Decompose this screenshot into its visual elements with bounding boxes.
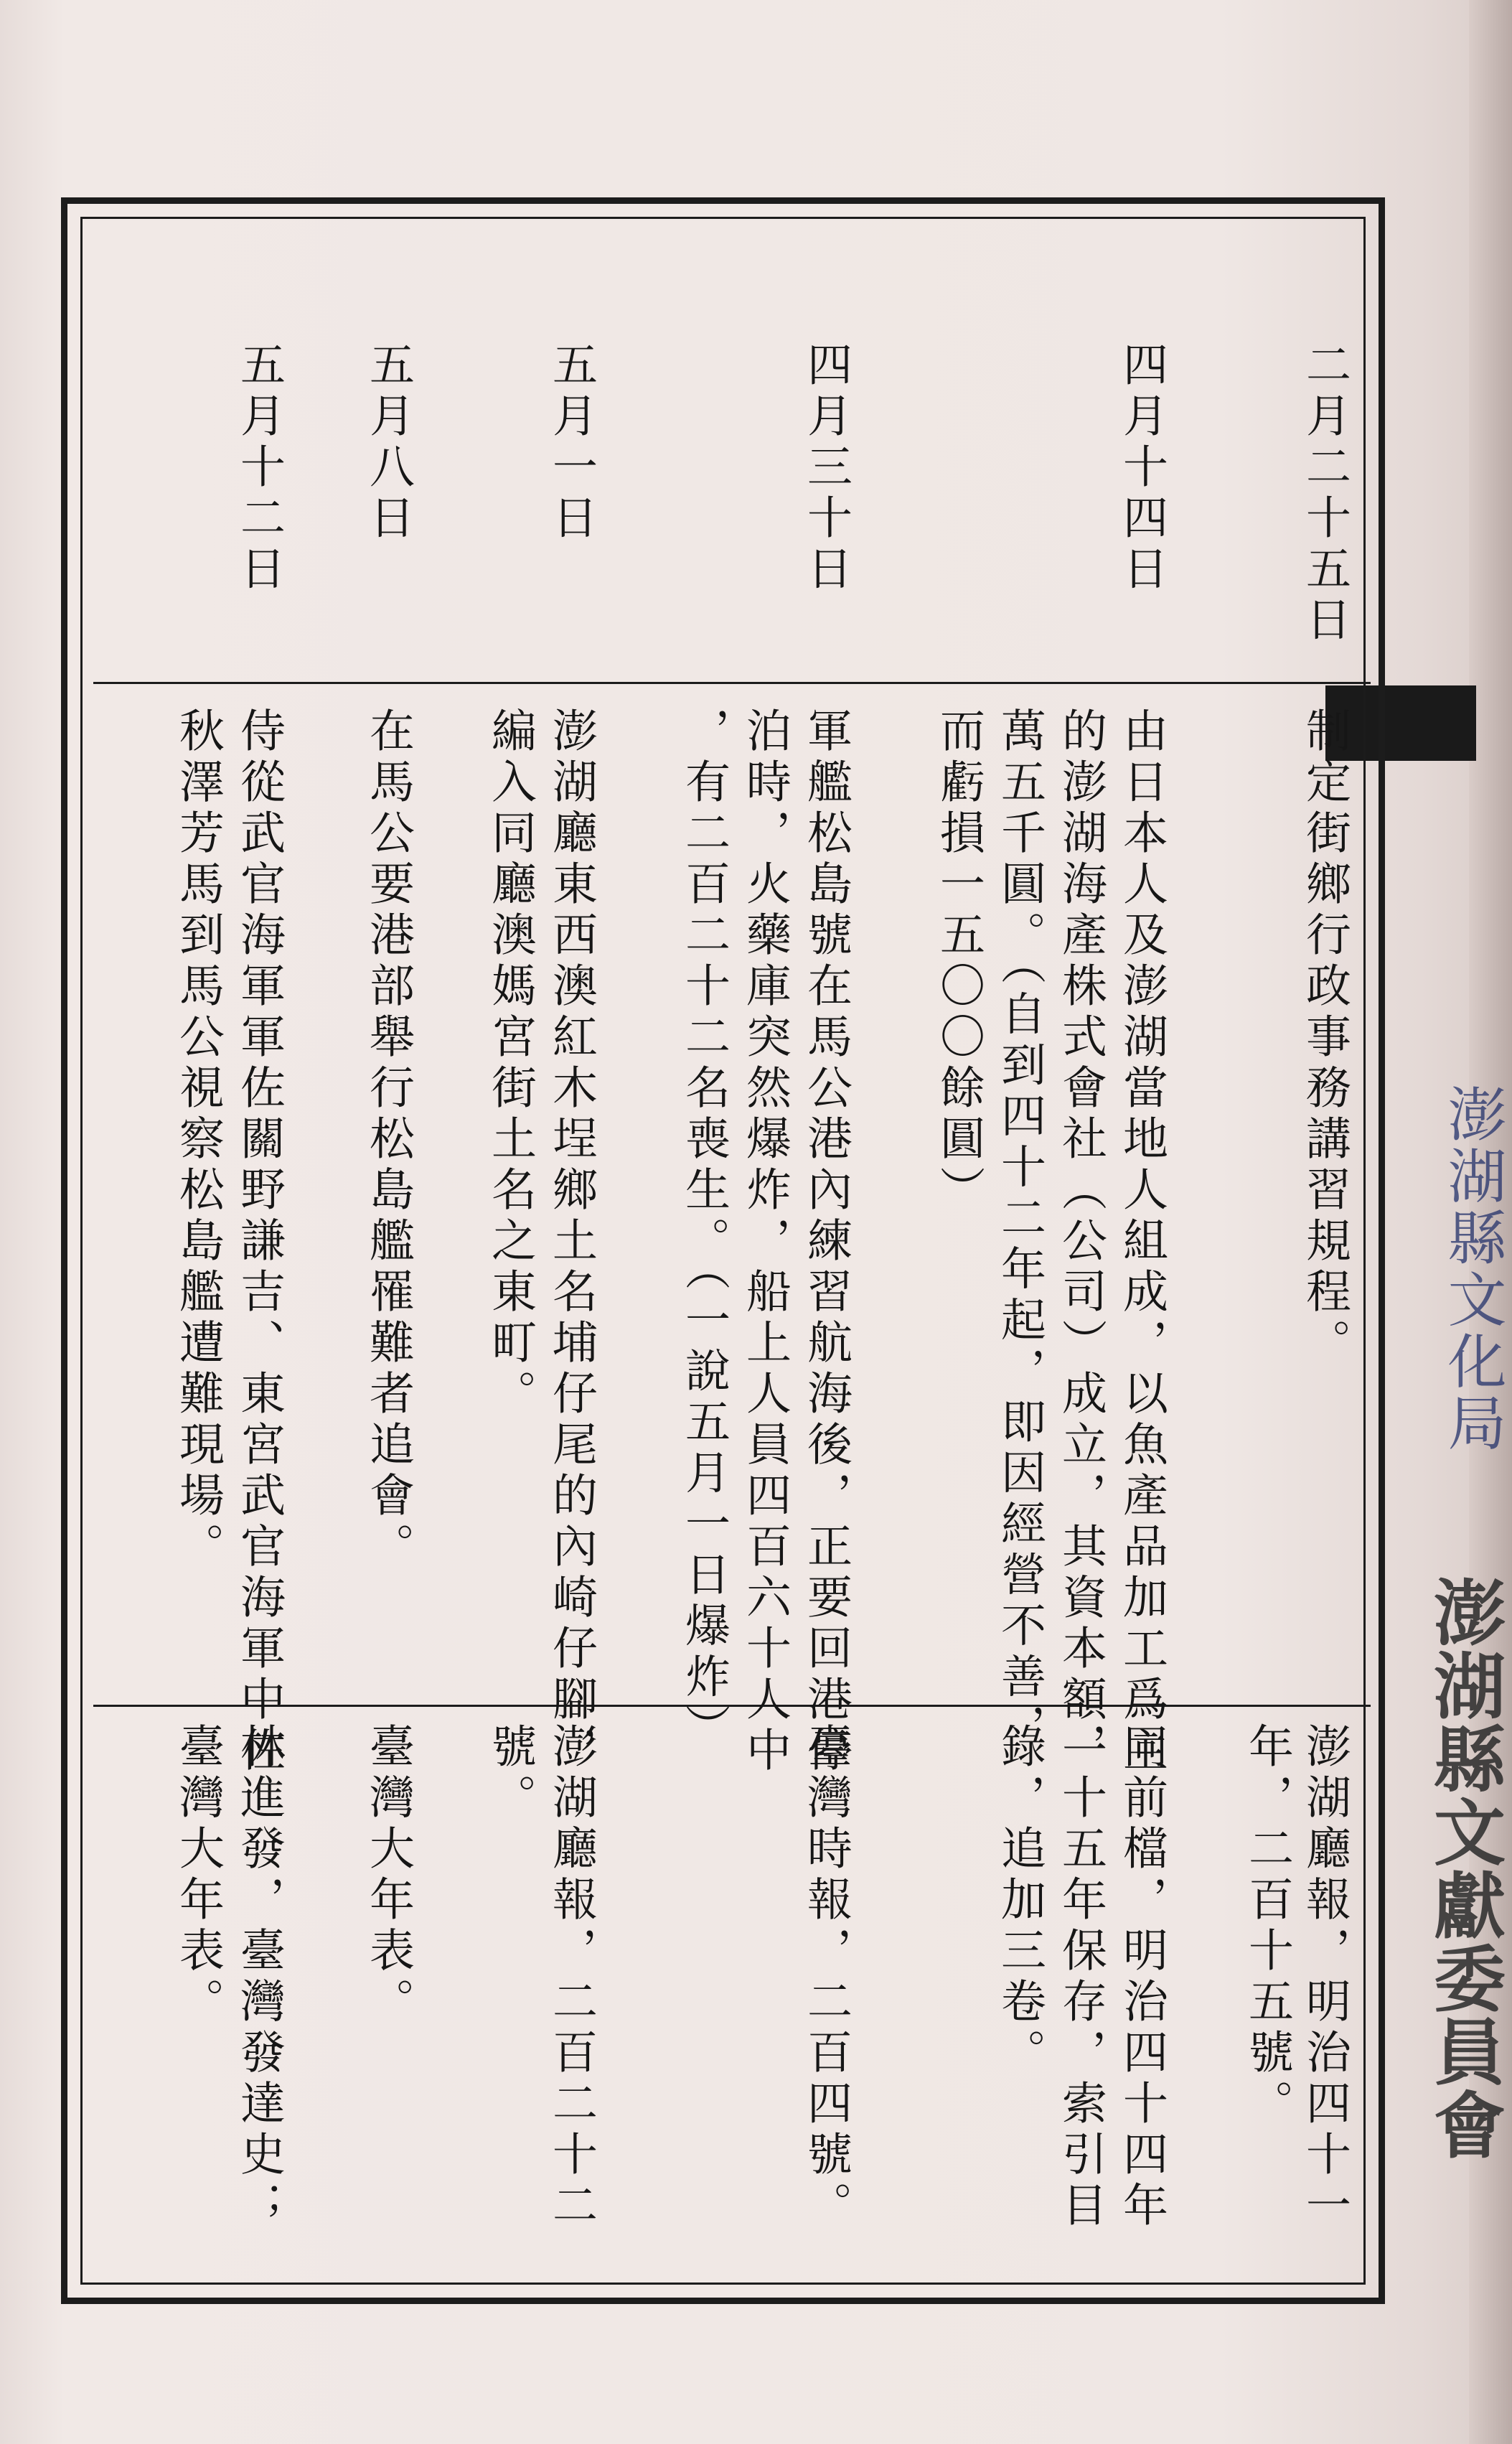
- row-2-source-line-2: ，十五年保存，索引目: [1055, 1723, 1107, 2232]
- row-3-event-line-3: ，有二百二十二名喪生。（一說五月一日爆炸）: [678, 707, 731, 1755]
- row-2-date: 四月十四日: [1116, 341, 1168, 596]
- row-6-event-line-1: 侍從武官海軍軍佐關野謙吉、東宮武官海軍中佐: [233, 707, 286, 1777]
- row-2-source-line-1: 同前檔，明治四十四年: [1116, 1723, 1168, 2232]
- row-4-event-line-1: 澎湖廳東西澳紅木埕鄉土名埔仔尾的內崎仔腳，: [545, 707, 598, 1777]
- row-1-event-line-1: 制定街鄉行政事務講習規程。: [1299, 707, 1351, 1370]
- row-1-date: 二月二十五日: [1299, 341, 1351, 647]
- row-6-source-line-1: 林進發，臺灣發達史；: [233, 1723, 286, 2232]
- row-4-source-line-1: 澎湖廳報，二百二十二: [545, 1723, 598, 2232]
- row-5-event-line-1: 在馬公要港部舉行松島艦罹難者追會。: [362, 707, 415, 1573]
- committee-stamp: 澎湖縣文獻委員會: [1422, 1576, 1506, 2161]
- row-2-event-line-3: 萬五千圓。（自到四十二年起，即因經營不善，: [994, 707, 1046, 1755]
- row-2-source-line-3: 錄，追加三卷。: [994, 1723, 1046, 2079]
- library-stamp: 澎湖縣文化局: [1438, 1084, 1506, 1454]
- row-3-event-line-2: 泊時，火藥庫突然爆炸，船上人員四百六十人中: [739, 707, 792, 1777]
- row-2-event-line-2: 的澎湖海產株式會社（公司）成立，其資本額一: [1055, 707, 1107, 1777]
- row-5-source-line-1: 臺灣大年表。: [362, 1723, 415, 2028]
- row-3-event-line-1: 軍艦松島號在馬公港內練習航海後，正要回港停: [800, 707, 853, 1777]
- row-1-source-line-2: 年，二百十五號。: [1241, 1723, 1294, 2130]
- row-6-date: 五月十二日: [233, 341, 286, 596]
- row-5-date: 五月八日: [362, 341, 415, 545]
- row-2-event-line-1: 由日本人及澎湖當地人組成，以魚產品加工爲主: [1116, 707, 1168, 1777]
- row-1-source-line-1: 澎湖廳報，明治四十一: [1299, 1723, 1351, 2232]
- row-2-event-line-4: 而虧損一五〇〇餘圓）: [933, 707, 985, 1217]
- row-6-source-line-2: 臺灣大年表。: [172, 1723, 225, 2028]
- date-column-divider: [93, 682, 1371, 684]
- row-4-date: 五月一日: [545, 341, 598, 545]
- row-3-date: 四月三十日: [800, 341, 853, 596]
- row-4-source-line-2: 號。: [484, 1723, 537, 1825]
- row-4-event-line-2: 編入同廳澳媽宮街土名之東町。: [484, 707, 537, 1420]
- row-6-event-line-2: 秋澤芳馬到馬公視察松島艦遭難現場。: [172, 707, 225, 1573]
- row-3-source-line-1: 臺灣時報，二百四號。: [800, 1723, 853, 2232]
